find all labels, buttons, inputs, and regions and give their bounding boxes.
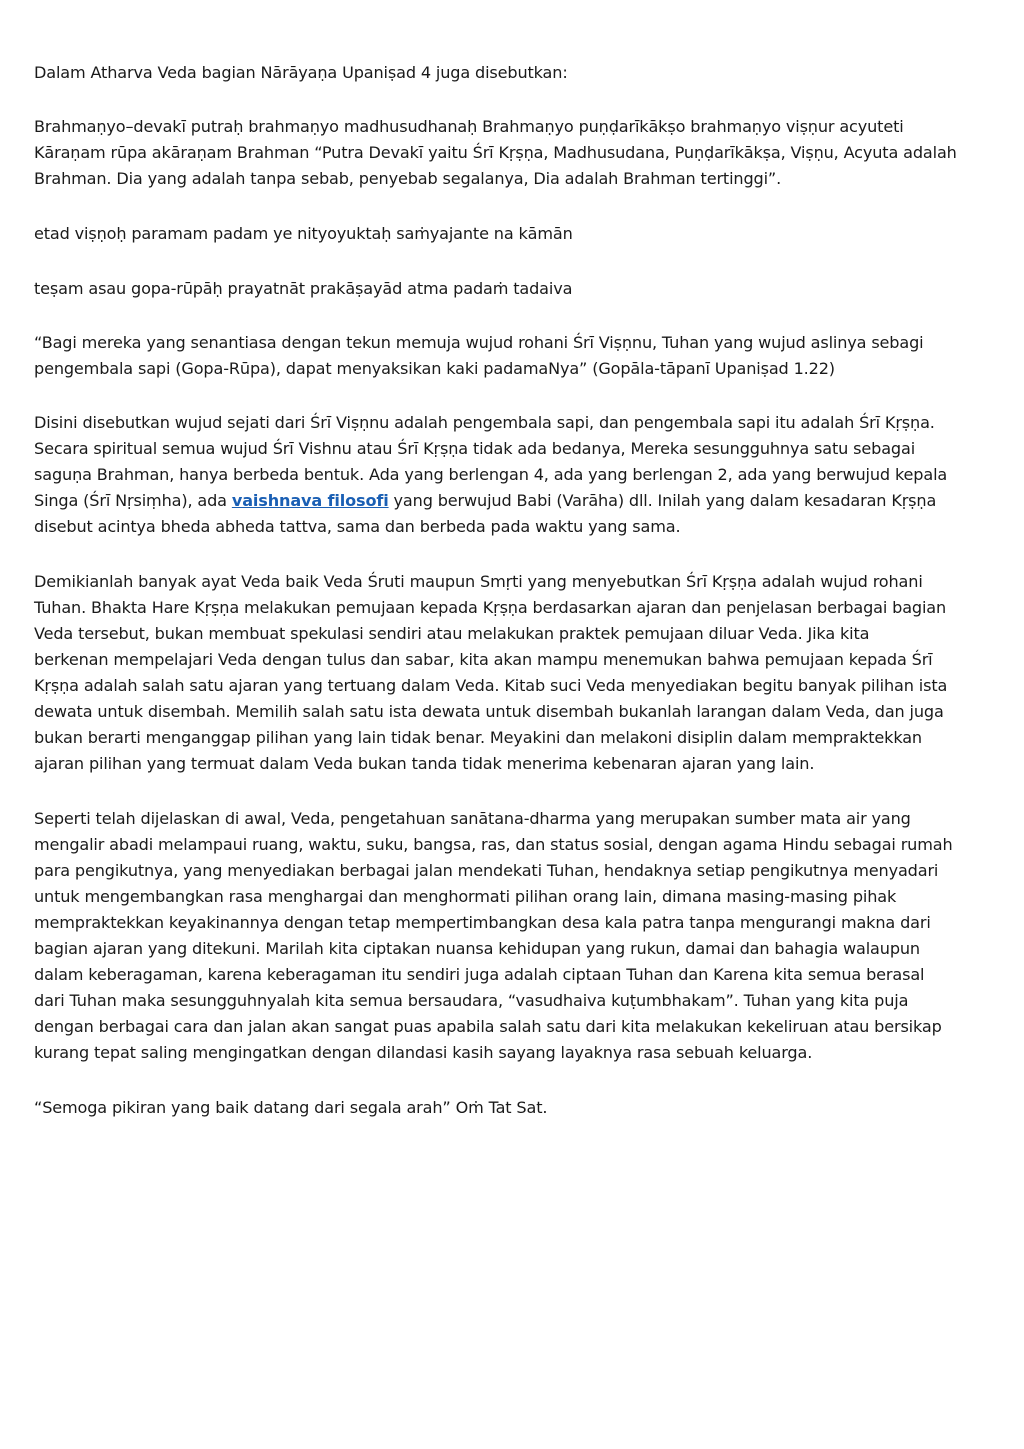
veda-paragraph <box>34 569 992 777</box>
text-line: kurang tepat saling mengingatkan dengan dilandasi kasih sayang layaknya rasa sebuah keluarga. <box>34 1043 813 1062</box>
text-line: Disini disebutkan wujud sejati dari Śrī Viṣṇnu adalah pengembala sapi, dan pengembala sapi itu adalah Śrī Kṛṣṇa. <box>34 413 935 432</box>
text-line: Kṛṣṇa adalah salah satu ajaran yang tertuang dalam Veda. Kitab suci Veda menyediakan begitu banyak pilihan ista <box>34 676 948 695</box>
text-line: dengan berbagai cara dan jalan akan sangat puas apabila salah satu dari kita melakukan kekeliruan atau bersikap <box>34 1017 942 1036</box>
text-line: “Semoga pikiran yang baik datang dari segala arah” Oṁ Tat Sat. <box>34 1098 548 1117</box>
text-line: dalam keberagaman, karena keberagaman itu sendiri juga adalah ciptaan Tuhan dan Karena kita semua berasal <box>34 965 925 984</box>
text-line: mengalir abadi melampaui ruang, waktu, suku, bangsa, ras, dan status sosial, dengan agama Hindu sebagai rumah <box>34 835 953 854</box>
text-line-with-link <box>34 488 992 514</box>
explanation-paragraph <box>34 410 992 540</box>
text-segment: yang berwujud Babi (Varāha) dll. Inilah yang dalam kesadaran Kṛṣṇa <box>388 491 937 510</box>
closing-paragraph <box>34 806 992 1066</box>
text-line: bagian ajaran yang ditekuni. Marilah kita ciptakan nuansa kehidupan yang rukun, damai dan bahagia walaupun <box>34 939 920 958</box>
text-line: mempraktekkan keyakinannya dengan tetap mempertimbangkan desa kala patra tanpa mengurangi makna dari <box>34 913 931 932</box>
intro-paragraph <box>34 60 992 86</box>
text-line: ajaran pilihan yang termuat dalam Veda bukan tanda tidak menerima kebenaran ajaran yang lain. <box>34 754 815 773</box>
text-line: etad viṣṇoḥ paramam padam ye nityoyuktaḥ saṁyajante na kāmān <box>34 224 573 243</box>
mantra-paragraph <box>34 114 992 192</box>
text-segment: Singa (Śrī Nṛsiṃha), ada <box>34 491 232 510</box>
final-blessing <box>34 1095 992 1121</box>
text-line: untuk mengembangkan rasa menghargai dan menghormati pilihan orang lain, dimana masing-masing pihak <box>34 887 897 906</box>
verse-translation-paragraph <box>34 330 992 382</box>
text-line: saguṇa Brahman, hanya berbeda bentuk. Ada yang berlengan 4, ada yang berlengan 2, ada yang berwujud kepala <box>34 465 948 484</box>
text-line: Veda tersebut, bukan membuat spekulasi sendiri atau melakukan praktek pemujaan diluar Veda. Jika kita <box>34 624 870 643</box>
document-body <box>34 60 992 1149</box>
text-line: “Bagi mereka yang senantiasa dengan tekun memuja wujud rohani Śrī Viṣṇnu, Tuhan yang wujud aslinya sebagi <box>34 333 924 352</box>
text-line: Demikianlah banyak ayat Veda baik Veda Śruti maupun Smṛti yang menyebutkan Śrī Kṛṣṇa adalah wujud rohani <box>34 572 923 591</box>
text-line: teṣam asau gopa-rūpāḥ prayatnāt prakāṣayād atma padaṁ tadaiva <box>34 279 573 298</box>
verse-line-1 <box>34 221 992 247</box>
text-line: disebut acintya bheda abheda tattva, sama dan berbeda pada waktu yang sama. <box>34 517 681 536</box>
text-line: dari Tuhan maka sesungguhnyalah kita semua bersaudara, “vasudhaiva kuṭumbhakam”. Tuhan yang kita puja <box>34 991 909 1010</box>
text-line: Kāraṇam rūpa akāraṇam Brahman “Putra Devakī yaitu Śrī Kṛṣṇa, Madhusudana, Puṇḍarīkākṣa, Viṣṇu, Acyuta adalah <box>34 143 957 162</box>
vaishnava-filosofi-link[interactable]: vaishnava filosofi <box>231 491 389 510</box>
text-line: Brahmaṇyo–devakī putraḥ brahmaṇyo madhusudhanaḥ Brahmaṇyo puṇḍarīkākṣo brahmaṇyo viṣṇur acyuteti <box>34 117 904 136</box>
text-line: para pengikutnya, yang menyediakan berbagai jalan mendekati Tuhan, hendaknya setiap pengikutnya menyadari <box>34 861 939 880</box>
text-line: berkenan mempelajari Veda dengan tulus dan sabar, kita akan mampu menemukan bahwa pemujaan kepada Śrī <box>34 650 933 669</box>
text-line: bukan berarti menganggap pilihan yang lain tidak benar. Meyakini dan melakoni disiplin dalam mempraktekkan <box>34 728 922 747</box>
text-line: Brahman. Dia yang adalah tanpa sebab, penyebab segalanya, Dia adalah Brahman tertinggi”. <box>34 169 782 188</box>
text-line: Tuhan. Bhakta Hare Kṛṣṇa melakukan pemujaan kepada Kṛṣṇa berdasarkan ajaran dan penjelasan berbagai bagian <box>34 598 947 617</box>
text-line: Dalam Atharva Veda bagian Nārāyaṇa Upaniṣad 4 juga disebutkan: <box>34 63 568 82</box>
text-line: pengembala sapi (Gopa-Rūpa), dapat menyaksikan kaki padamaNya” (Gopāla-tāpanī Upaniṣad 1.22) <box>34 359 835 378</box>
verse-line-2 <box>34 276 992 302</box>
text-line: Seperti telah dijelaskan di awal, Veda, pengetahuan sanātana-dharma yang merupakan sumber mata air yang <box>34 809 911 828</box>
text-line: dewata untuk disembah. Memilih salah satu ista dewata untuk disembah bukanlah larangan dalam Veda, dan juga <box>34 702 944 721</box>
text-line: Secara spiritual semua wujud Śrī Vishnu atau Śrī Kṛṣṇa tidak ada bedanya, Mereka sesungguhnya satu sebagai <box>34 439 916 458</box>
